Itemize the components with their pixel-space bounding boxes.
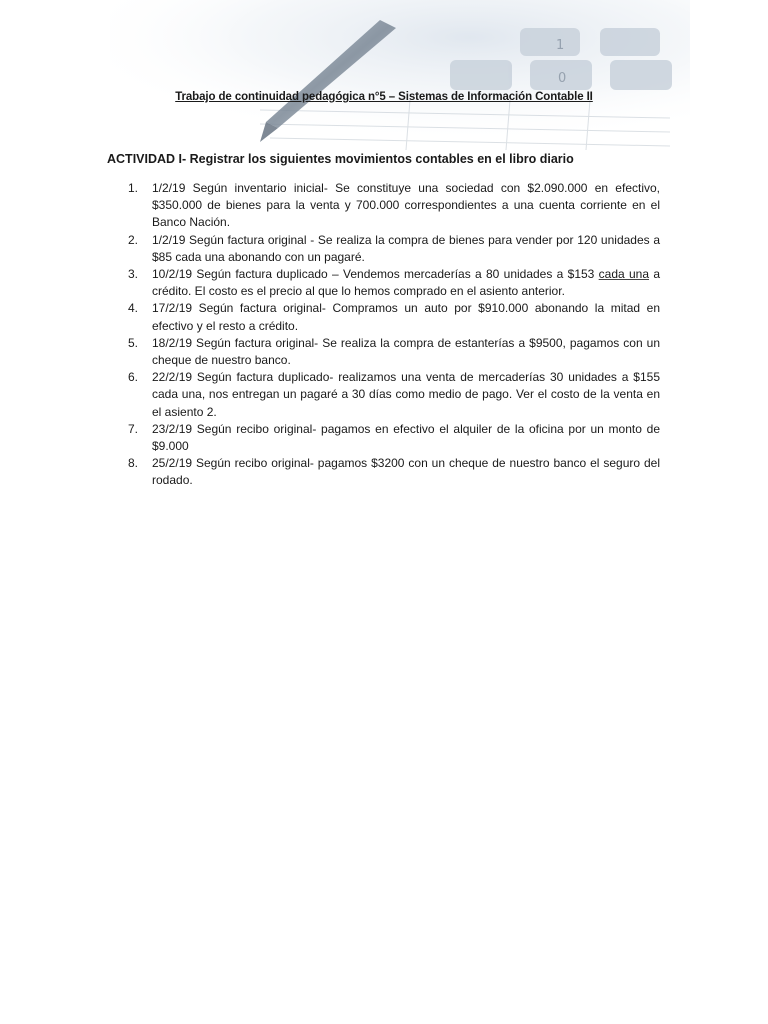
calculator-key-0: 0 [558, 71, 567, 86]
list-item-number: 7. [128, 421, 139, 436]
list-item-number: 2. [128, 232, 139, 247]
header-fade-background [110, 0, 690, 150]
list-item [107, 369, 660, 421]
calculator-key-1: 1 [556, 38, 565, 53]
list-item-text-after: a crédito. El costo es el precio al que lo hemos comprado en el asiento anterior. [152, 267, 660, 299]
list-item-text: 18/2/19 Según factura original- Se realiza la compra de estanterías a $9500, pagamos con un cheque de nuestro banco. [152, 335, 660, 368]
list-item-text: 1/2/19 Según factura original - Se realiza la compra de bienes para vender por 120 unidades a $85 cada una abonando con un pagaré. [152, 232, 660, 264]
list-item [107, 300, 660, 334]
task-list [107, 180, 660, 490]
list-item [107, 455, 660, 489]
list-item-text: 1/2/19 Según inventario inicial- Se constituye una sociedad con $2.090.000 en efectivo, $350.000 de bienes para la venta y 700.000 correspondientes a una cuenta corriente en el Banco Nación. [152, 181, 660, 230]
list-item-number: 4. [128, 301, 139, 316]
list-item-number: 3. [128, 267, 139, 282]
list-item-number: 8. [128, 456, 139, 471]
activity-heading: ACTIVIDAD I- Registrar los siguientes movimientos contables en el libro diario [107, 152, 574, 166]
list-item-underlined-phrase: cada una [598, 267, 650, 282]
document-title: Trabajo de continuidad pedagógica n°5 – Sistemas de Información Contable II [175, 91, 593, 103]
list-item [107, 421, 660, 455]
list-item-text: 17/2/19 Según factura original- Compramos un auto por $910.000 abonando la mitad en efectivo y el resto a crédito. [152, 301, 660, 333]
list-item [107, 266, 660, 300]
list-item-number: 6. [128, 370, 139, 385]
pen-calculator-spreadsheet-image [110, 0, 690, 150]
list-item-text-before: 10/2/19 Según factura duplicado – Vendemos mercaderías a 80 unidades a $153 [152, 267, 599, 282]
list-item [107, 180, 660, 232]
list-item-text: 23/2/19 Según recibo original- pagamos en efectivo el alquiler de la oficina por un monto de $9.000 [152, 421, 660, 454]
list-item-number: 1. [128, 181, 139, 195]
list-item [107, 232, 660, 266]
list-item-text: 22/2/19 Según factura duplicado- realizamos una venta de mercaderías 30 unidades a $155 cada una, nos entregan un pagaré a 30 días como medio de pago. Ver el costo de la venta en el asiento 2. [152, 370, 660, 419]
list-item [107, 335, 660, 369]
list-item-number: 5. [128, 335, 139, 350]
list-item-text: 25/2/19 Según recibo original- pagamos $3200 con un cheque de nuestro banco el seguro del rodado. [152, 456, 660, 488]
